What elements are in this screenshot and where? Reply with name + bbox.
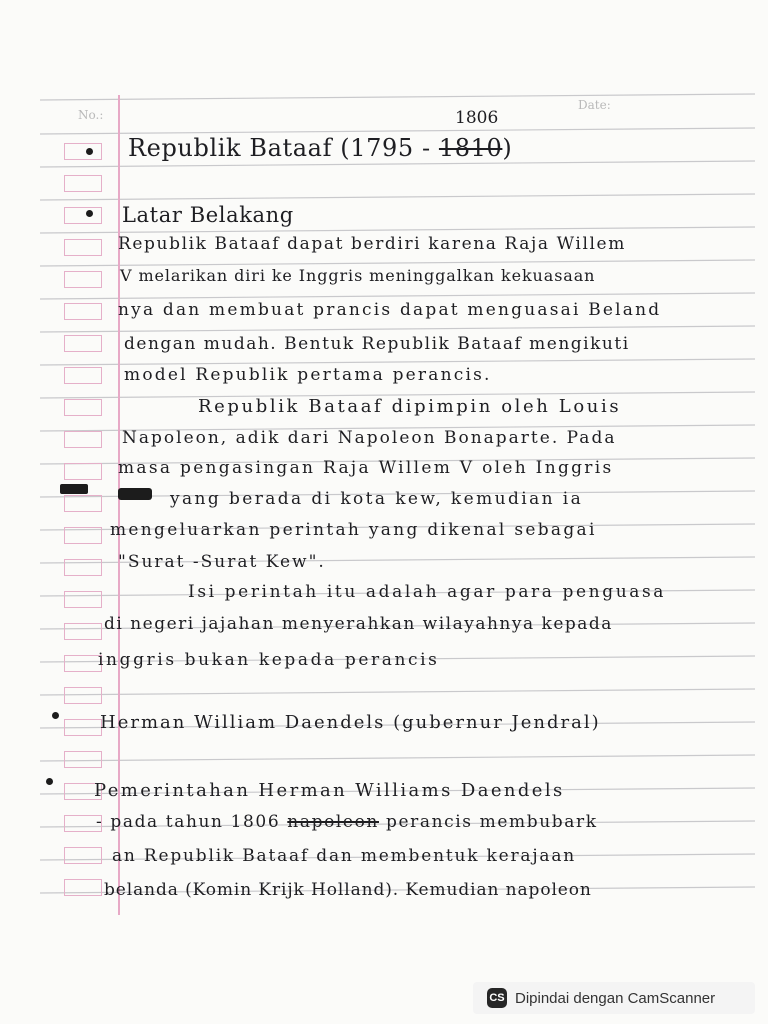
para3-line: Isi perintah itu adalah agar para penguasa xyxy=(188,582,667,602)
para4-line2: an Republik Bataaf dan membentuk kerajaan xyxy=(112,846,577,866)
page-title xyxy=(128,134,512,162)
para2-line: Republik Bataaf dipimpin oleh Louis xyxy=(198,396,622,417)
para1-line: nya dan membuat prancis dapat menguasai Beland xyxy=(118,300,662,320)
ink-scribble xyxy=(118,488,152,500)
margin-box xyxy=(64,399,102,416)
para1-line: dengan mudah. Bentuk Republik Bataaf mengikuti xyxy=(124,334,630,354)
margin-box xyxy=(64,879,102,896)
margin-box xyxy=(64,175,102,192)
margin-box xyxy=(64,559,102,576)
camscanner-logo-icon: CS xyxy=(487,988,507,1008)
margin-box xyxy=(64,367,102,384)
margin-box xyxy=(64,591,102,608)
para2-line: masa pengasingan Raja Willem V oleh Inggris xyxy=(118,458,614,478)
para1-line: V melarikan diri ke Inggris meninggalkan kekuasaan xyxy=(120,266,596,285)
para4-line1-struck: napoleon xyxy=(287,812,379,832)
margin-box xyxy=(64,495,102,512)
para4-line1 xyxy=(96,812,598,832)
camscanner-text: Dipindai dengan CamScanner xyxy=(515,989,716,1007)
para4-line1-start: - pada tahun 1806 xyxy=(96,812,281,832)
heading-pemerintahan: Pemerintahan Herman Williams Daendels xyxy=(94,780,565,801)
heading-daendels: Herman William Daendels (gubernur Jendral) xyxy=(100,712,601,733)
header-date-label: Date: xyxy=(578,98,611,112)
bullet-dot xyxy=(86,148,93,155)
title-struck-year: 1810 xyxy=(438,134,503,162)
margin-box xyxy=(64,303,102,320)
para3-line: di negeri jajahan menyerahkan wilayahnya kepada xyxy=(104,614,613,634)
margin-box xyxy=(64,143,102,160)
margin-box xyxy=(64,335,102,352)
margin-box xyxy=(64,431,102,448)
header-no-label: No.: xyxy=(78,108,104,122)
para3-line: inggris bukan kepada perancis xyxy=(98,650,440,670)
margin-box xyxy=(64,847,102,864)
title-main: Republik Bataaf (1795 - xyxy=(128,134,439,162)
ink-scribble xyxy=(60,484,88,494)
para4-line3: belanda (Komin Krijk Holland). Kemudian napoleon xyxy=(104,880,592,900)
heading-latar-belakang: Latar Belakang xyxy=(122,203,294,227)
title-close: ) xyxy=(502,134,513,162)
para1-line: model Republik pertama perancis. xyxy=(124,365,492,385)
para1-line: Republik Bataaf dapat berdiri karena Raja Willem xyxy=(118,234,626,254)
margin-box xyxy=(64,239,102,256)
para2-line: yang berada di kota kew, kemudian ia xyxy=(170,489,584,509)
margin-box xyxy=(64,463,102,480)
bullet-dot xyxy=(52,712,59,719)
para2-line: Napoleon, adik dari Napoleon Bonaparte. Pada xyxy=(122,428,617,448)
para2-line: mengeluarkan perintah yang dikenal sebagai xyxy=(110,520,597,540)
margin-box xyxy=(64,751,102,768)
para2-line: "Surat -Surat Kew". xyxy=(118,552,326,572)
margin-box xyxy=(64,623,102,640)
margin-box xyxy=(64,655,102,672)
title-correction-year: 1806 xyxy=(455,108,499,128)
margin-box xyxy=(64,687,102,704)
margin-box xyxy=(64,527,102,544)
camscanner-watermark xyxy=(473,982,755,1014)
margin-box xyxy=(64,719,102,736)
margin-box xyxy=(64,271,102,288)
bullet-dot xyxy=(46,778,53,785)
margin-box xyxy=(64,207,102,224)
bullet-dot xyxy=(86,210,93,217)
para4-line1-end: perancis membubark xyxy=(386,812,598,832)
